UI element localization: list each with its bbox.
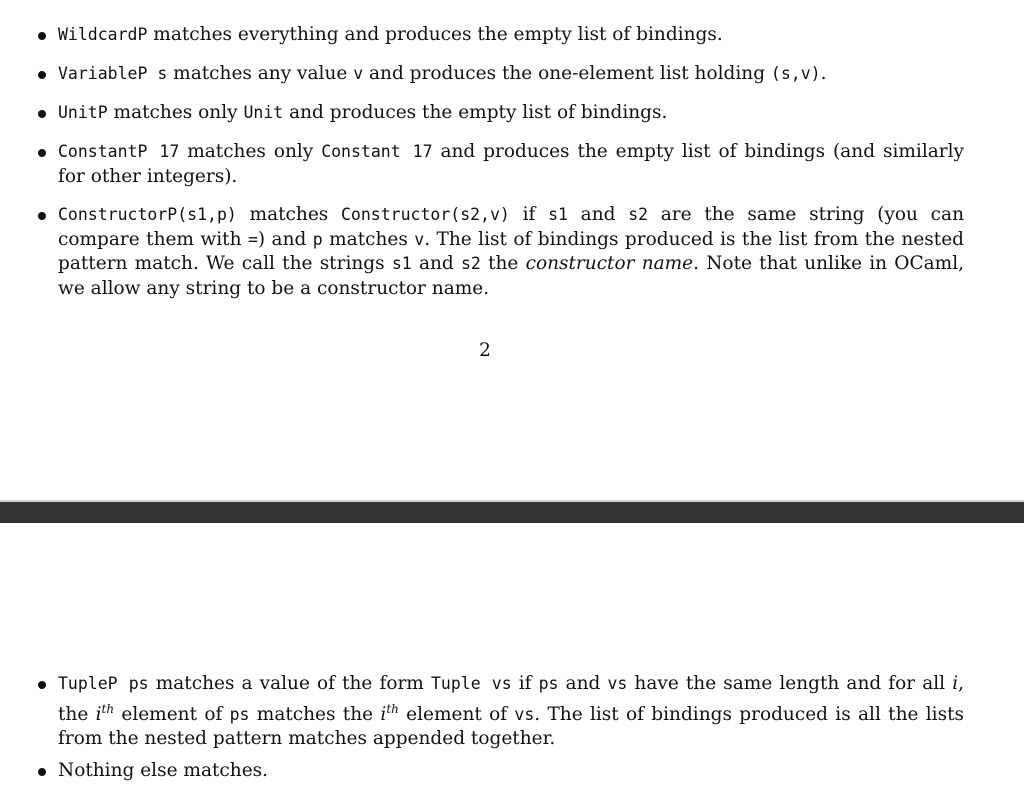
code-wildcardp: WildcardP xyxy=(58,25,148,44)
bullet-constructor xyxy=(58,203,964,301)
code-ps: ps xyxy=(229,704,250,724)
bullet-text: and xyxy=(558,673,608,694)
code-equals: = xyxy=(247,229,258,249)
code-s-v-pair: (s,v) xyxy=(770,64,821,83)
bullet-text: if xyxy=(509,204,549,225)
code-constructor: Constructor(s2,v) xyxy=(340,205,510,224)
bullet-text: matches xyxy=(236,204,341,225)
bullet-text: and produces the empty list of bindings (and similarly for other integers). xyxy=(58,141,964,187)
superscript-th: th xyxy=(386,701,399,716)
code-s1: s1 xyxy=(548,205,568,224)
math-i: i xyxy=(95,703,102,725)
bullet-text: and produces the empty list of bindings. xyxy=(283,102,668,123)
math-i: i xyxy=(380,703,387,725)
code-p: p xyxy=(312,229,323,249)
bullet-text: matches xyxy=(322,228,415,250)
code-s2: s2 xyxy=(460,254,481,273)
code-s2: s2 xyxy=(628,205,649,224)
bullet-text: matches the xyxy=(249,703,381,725)
bullet-text: matches only xyxy=(179,141,322,162)
bullet-text: . The list of bindings produced is all the lists from the nested pattern matches appended together. xyxy=(58,703,965,750)
bullet-text: the xyxy=(480,253,526,274)
bullet-text: . Note that unlike in OCaml, we allow any string to be a constructor name. xyxy=(58,253,964,299)
emphasis-constructor-name: constructor name xyxy=(525,253,694,274)
page-divider-bar xyxy=(0,502,1024,523)
bullet-tuple xyxy=(58,672,964,752)
code-ps: ps xyxy=(538,674,559,693)
bullet-variable xyxy=(58,62,964,87)
code-v: v xyxy=(414,229,425,249)
bullet-text: element of xyxy=(114,703,230,725)
bullet-text: matches a value of the form xyxy=(148,673,431,694)
bullet-text: matches everything and produces the empty list of bindings. xyxy=(147,24,723,45)
code-unitp: UnitP xyxy=(58,103,108,122)
code-tuplep: TupleP ps xyxy=(58,674,149,693)
bullet-text: matches only xyxy=(107,102,244,123)
bullet-text: Nothing else matches. xyxy=(58,760,269,781)
code-constructorp: ConstructorP(s1,p) xyxy=(58,205,237,224)
bullet-text: are the same string (you can compare them with xyxy=(58,204,964,250)
code-constantp: ConstantP 17 xyxy=(58,142,180,161)
bullet-text: have the same length and for all xyxy=(627,673,953,694)
code-s1: s1 xyxy=(391,254,412,273)
code-v: v xyxy=(353,64,364,83)
bullet-text: if xyxy=(511,673,539,694)
bullet-constant xyxy=(58,140,964,189)
bullet-text: matches any value xyxy=(167,63,354,84)
page-number: 2 xyxy=(479,340,491,361)
bullet-text: . The list of bindings produced is the list from the nested pattern match. We call the strings xyxy=(58,228,964,274)
code-vs: vs xyxy=(607,674,628,693)
bullet-text: and xyxy=(411,253,461,274)
bullet-text: . xyxy=(820,63,827,84)
code-constant: Constant 17 xyxy=(321,142,433,161)
math-i: i xyxy=(952,673,959,694)
code-unit: Unit xyxy=(243,103,284,122)
bullet-text: and produces the one-element list holding xyxy=(363,63,771,84)
bullet-wildcard xyxy=(58,23,964,48)
code-tuple: Tuple vs xyxy=(430,674,512,693)
bullet-text: element of xyxy=(398,703,515,725)
bullet-nothing-else xyxy=(58,759,964,784)
bullet-unit xyxy=(58,101,964,126)
bullet-text: , the xyxy=(58,673,964,725)
code-variablep: VariableP s xyxy=(58,64,168,83)
bullet-text: ) and xyxy=(257,228,313,250)
code-vs: vs xyxy=(514,704,535,724)
superscript-th: th xyxy=(101,701,115,716)
bullet-text: and xyxy=(567,204,629,225)
